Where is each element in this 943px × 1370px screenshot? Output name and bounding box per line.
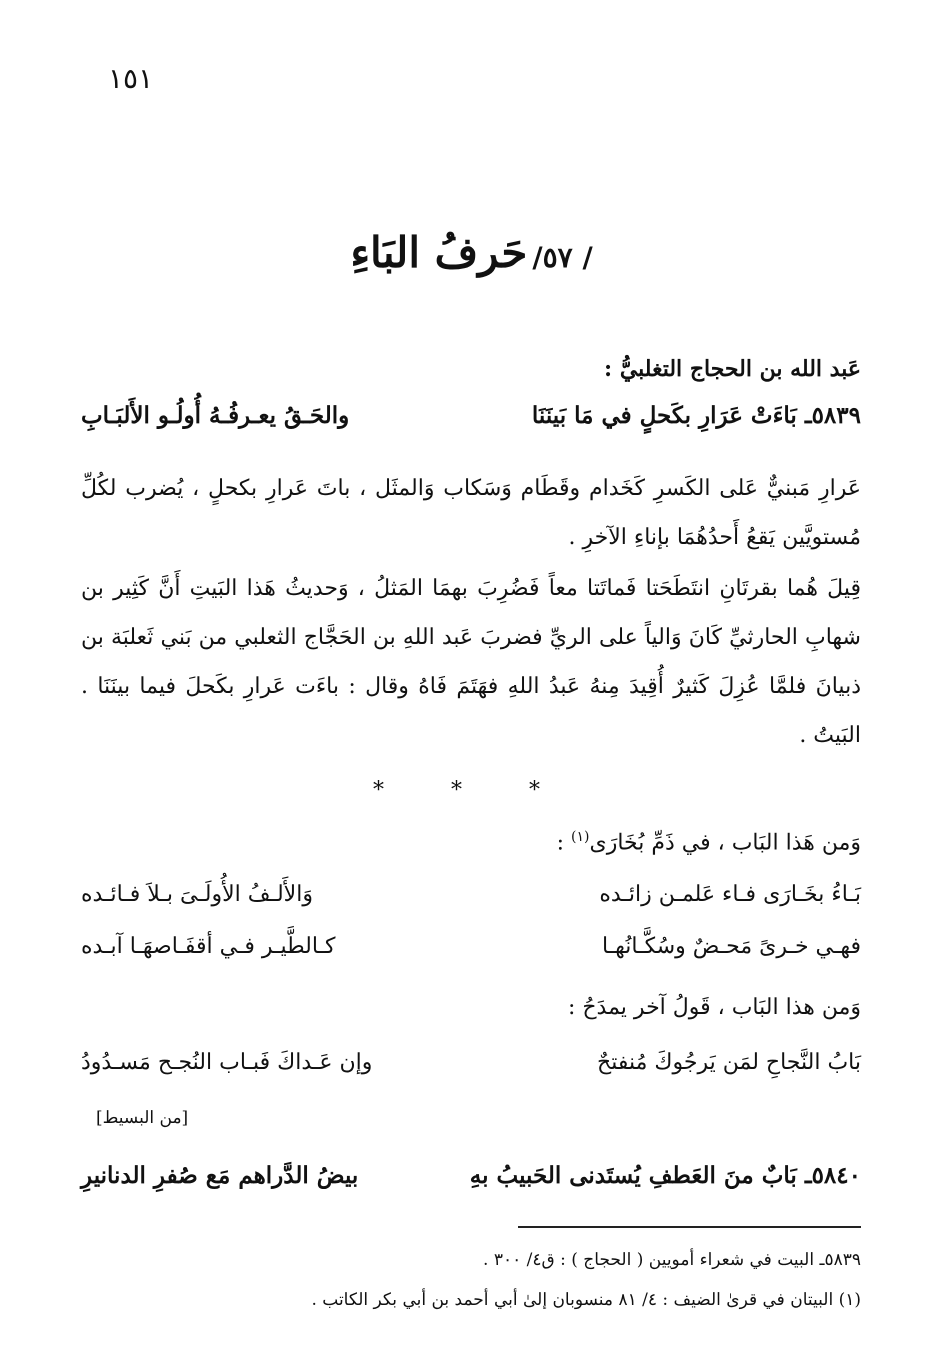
hemistich: بيضُ الدَّراهم مَع صُفرِ الدنانيرِ	[81, 1162, 359, 1189]
verse-5840-first-hemistich	[470, 1162, 861, 1189]
footnote-reference: (١)	[571, 829, 590, 845]
hemistich: بَاءَتْ عَرَارِ بكَحلٍ في مَا بَينَنَا	[531, 402, 797, 429]
section-separator: * * *	[373, 778, 570, 803]
chapter-number: / ٥٧/	[532, 241, 593, 274]
hemistich: كـالطَّيـر فـي أقفَـاصهَـا آبـده	[81, 934, 336, 959]
intro-colon: :	[556, 830, 565, 856]
hemistich: بَابُ النَّجاحِ لمَن يَرجُوكَ مُنفتحٌ	[597, 1050, 861, 1075]
verse-number: ٥٨٣٩ـ	[804, 402, 861, 429]
meter-label: [من البسيط]	[96, 1108, 189, 1128]
intro-text: وَمن هَذا البَاب ، في ذَمِّ بُخَارَى	[589, 830, 861, 856]
hemistich: بَـاءُ بخَـارَى فـاء عَلمـن زائـده	[599, 882, 861, 907]
hemistich: فهـي خـرىً مَحـضٌ وسُكَّـانُهـا	[602, 934, 861, 959]
footnote-divider	[518, 1226, 861, 1228]
explanation-paragraph-1: عَرارِ مَبنيٌّ عَلى الكَسرِ كَخَدام وقَطَام وَسَكاب وَالمثَل ، باتَ عَرارِ بكحلٍ ، يُضرب لكُلِّ مُستويَّين يَقعُ أَحدُهُمَا بإناءِ الآخرِ .	[81, 476, 861, 550]
footnote-5839: ٥٨٣٩ـ البيت في شعراء أمويين ( الحجاج ) : ق٤/ ٣٠٠ .	[483, 1250, 861, 1270]
verse-number: ٥٨٤٠ـ	[804, 1162, 861, 1189]
chapter-heading	[0, 228, 943, 277]
another-intro: وَمن هذا البَاب ، قَولُ آخر يمدَحُ :	[567, 995, 861, 1020]
page-number: ١٥١	[108, 62, 154, 95]
hemistich: وَالأَلـفُ الأُولَـىَ بـلاَ فـائـده	[81, 882, 313, 907]
hemistich: وإن عَـداكَ فَبـاب النُجـح مَسـدُودُ	[81, 1050, 373, 1075]
explanation-paragraph-2: قِيلَ هُما بقرتَانِ انتَطَحَتا فَماتَتا معاً فَضُرِبَ بهمَا المَثلُ ، وَحديثُ هَذا البَيتِ أَنَّ كَثِير بن شهابِ الحارثيِّ كَانَ وَالياً على الريِّ فضربَ عَبد اللهِ بن الحَجَّاج الثعلبي من بَني ثَعلبَة بن ذبيانَ فلمَّا عُزِلَ كَثيرٌ أُقِيدَ مِنهُ عَبدُ اللهِ فهَتَمَ فَاهُ وقال : باءَت عَرارِ بكَحلَ فيما بينَنَا . البَيتُ .	[81, 576, 861, 748]
verse-5839	[81, 402, 861, 429]
verse-5840	[81, 1162, 861, 1189]
bukhara-verse-1	[81, 882, 861, 907]
praise-verse	[81, 1050, 861, 1075]
poet-name: عَبد الله بن الحجاج التغلبيُّ :	[604, 356, 861, 382]
bukhara-intro	[557, 828, 861, 858]
hemistich: بَابٌ منَ العَطفِ يُستَدنى الحَبيبُ بهِ	[469, 1162, 797, 1189]
footnote-1: (١) البيتان في قرىٰ الضيف : ٤/ ٨١ منسوبان إلىٰ أبي أحمد بن أبي بكر الكاتب .	[311, 1290, 861, 1310]
chapter-title: حَرفُ البَاءِ	[350, 228, 528, 277]
hemistich: والحَـقُ يعـرفُـهُ أُولُـو الأَلبَـابِ	[81, 402, 350, 429]
bukhara-verse-2	[81, 934, 861, 959]
verse-5839-first-hemistich	[532, 402, 861, 429]
